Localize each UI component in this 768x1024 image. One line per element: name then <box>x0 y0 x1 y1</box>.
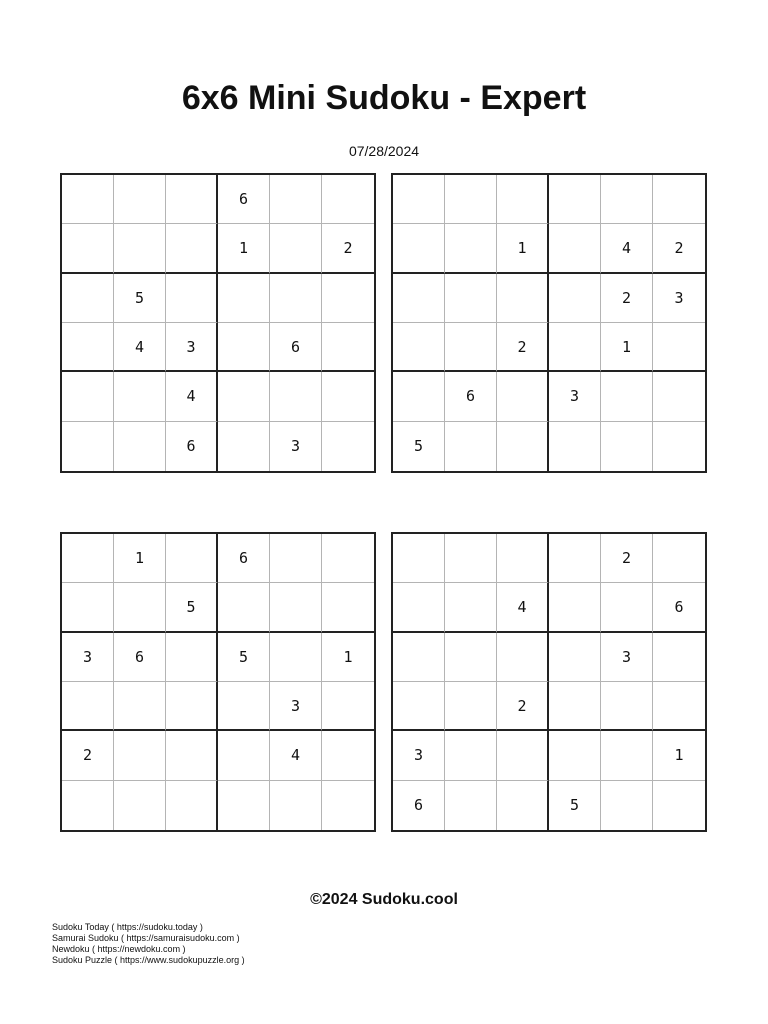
sudoku-cell[interactable] <box>62 224 114 273</box>
sudoku-cell[interactable]: 5 <box>218 633 270 682</box>
sudoku-cell[interactable] <box>270 372 322 421</box>
sudoku-cell[interactable]: 1 <box>114 534 166 583</box>
sudoku-cell[interactable] <box>445 731 497 780</box>
sudoku-cell[interactable] <box>270 224 322 273</box>
sudoku-cell[interactable] <box>549 175 601 224</box>
sudoku-cell[interactable] <box>322 323 374 372</box>
sudoku-cell[interactable] <box>393 274 445 323</box>
sudoku-cell[interactable] <box>653 323 705 372</box>
sudoku-cell[interactable]: 3 <box>166 323 218 372</box>
sudoku-cell[interactable] <box>445 323 497 372</box>
sudoku-cell[interactable] <box>322 534 374 583</box>
sudoku-cell[interactable] <box>549 583 601 632</box>
sudoku-cell[interactable]: 2 <box>601 274 653 323</box>
sudoku-cell[interactable] <box>393 175 445 224</box>
sudoku-cell[interactable] <box>270 781 322 830</box>
sudoku-cell[interactable] <box>393 633 445 682</box>
sudoku-cell[interactable] <box>445 633 497 682</box>
sudoku-cell[interactable]: 3 <box>653 274 705 323</box>
sudoku-cell[interactable] <box>393 583 445 632</box>
sudoku-cell[interactable]: 3 <box>270 422 322 471</box>
sudoku-cell[interactable] <box>322 372 374 421</box>
sudoku-cell[interactable] <box>601 731 653 780</box>
sudoku-cell[interactable]: 5 <box>393 422 445 471</box>
sudoku-cell[interactable]: 6 <box>393 781 445 830</box>
sudoku-cell[interactable] <box>601 372 653 421</box>
sudoku-cell[interactable]: 2 <box>653 224 705 273</box>
sudoku-cell[interactable] <box>549 224 601 273</box>
sudoku-cell[interactable] <box>653 175 705 224</box>
sudoku-cell[interactable] <box>114 781 166 830</box>
sudoku-cell[interactable] <box>653 781 705 830</box>
sudoku-cell[interactable] <box>62 175 114 224</box>
sudoku-cell[interactable] <box>322 682 374 731</box>
sudoku-cell[interactable] <box>322 781 374 830</box>
sudoku-cell[interactable] <box>393 372 445 421</box>
sudoku-cell[interactable] <box>393 534 445 583</box>
sudoku-cell[interactable] <box>62 534 114 583</box>
sudoku-cell[interactable] <box>270 633 322 682</box>
sudoku-cell[interactable]: 1 <box>653 731 705 780</box>
sudoku-cell[interactable] <box>497 422 549 471</box>
sudoku-cell[interactable] <box>166 224 218 273</box>
sudoku-cell[interactable] <box>601 583 653 632</box>
sudoku-cell[interactable] <box>114 422 166 471</box>
footer-link-sudoku-puzzle[interactable]: Sudoku Puzzle ( https://www.sudokupuzzle.org ) <box>52 955 245 965</box>
sudoku-cell[interactable] <box>497 274 549 323</box>
footer-link-newdoku[interactable]: Newdoku ( https://newdoku.com ) <box>52 944 186 954</box>
sudoku-cell[interactable] <box>62 323 114 372</box>
sudoku-cell[interactable] <box>114 682 166 731</box>
sudoku-cell[interactable]: 1 <box>218 224 270 273</box>
sudoku-cell[interactable]: 2 <box>601 534 653 583</box>
sudoku-cell[interactable] <box>653 534 705 583</box>
sudoku-cell[interactable]: 3 <box>601 633 653 682</box>
sudoku-cell[interactable] <box>114 175 166 224</box>
sudoku-grid-1 <box>60 173 376 473</box>
sudoku-cell[interactable] <box>166 781 218 830</box>
sudoku-cell[interactable] <box>270 534 322 583</box>
sudoku-cell[interactable]: 6 <box>166 422 218 471</box>
sudoku-cell[interactable] <box>166 274 218 323</box>
sudoku-cell[interactable] <box>166 534 218 583</box>
sudoku-cell[interactable]: 6 <box>114 633 166 682</box>
sudoku-cell[interactable] <box>218 372 270 421</box>
sudoku-cell[interactable] <box>445 781 497 830</box>
sudoku-cell[interactable] <box>270 583 322 632</box>
sudoku-cell[interactable]: 6 <box>270 323 322 372</box>
sudoku-cell[interactable] <box>445 274 497 323</box>
sudoku-cell[interactable] <box>62 682 114 731</box>
sudoku-cell[interactable] <box>322 274 374 323</box>
sudoku-cell[interactable]: 5 <box>549 781 601 830</box>
sudoku-cell[interactable] <box>393 682 445 731</box>
sudoku-cell[interactable] <box>653 372 705 421</box>
sudoku-cell[interactable] <box>62 372 114 421</box>
sudoku-cell[interactable] <box>445 682 497 731</box>
sudoku-cell[interactable]: 2 <box>497 682 549 731</box>
sudoku-cell[interactable] <box>114 731 166 780</box>
sudoku-cell[interactable] <box>62 422 114 471</box>
sudoku-cell[interactable] <box>218 682 270 731</box>
sudoku-cell[interactable] <box>601 422 653 471</box>
sudoku-cell[interactable] <box>218 731 270 780</box>
sudoku-cell[interactable] <box>549 323 601 372</box>
sudoku-cell[interactable] <box>497 731 549 780</box>
puzzle-date: 07/28/2024 <box>348 143 420 159</box>
sudoku-cell[interactable] <box>445 583 497 632</box>
sudoku-cell[interactable] <box>270 274 322 323</box>
sudoku-cell[interactable] <box>549 422 601 471</box>
sudoku-cell[interactable] <box>653 633 705 682</box>
sudoku-cell[interactable] <box>322 422 374 471</box>
sudoku-cell[interactable]: 4 <box>601 224 653 273</box>
sudoku-cell[interactable]: 6 <box>653 583 705 632</box>
sudoku-cell[interactable]: 6 <box>445 372 497 421</box>
sudoku-cell[interactable] <box>445 534 497 583</box>
sudoku-cell[interactable] <box>497 534 549 583</box>
sudoku-cell[interactable] <box>166 682 218 731</box>
sudoku-cell[interactable] <box>218 274 270 323</box>
sudoku-grid-3 <box>60 532 376 832</box>
sudoku-cell[interactable] <box>393 224 445 273</box>
sudoku-cell[interactable] <box>166 633 218 682</box>
sudoku-cell[interactable]: 4 <box>166 372 218 421</box>
footer-links <box>52 922 245 966</box>
sudoku-cell[interactable] <box>549 682 601 731</box>
sudoku-cell[interactable]: 6 <box>218 175 270 224</box>
sudoku-cell[interactable]: 1 <box>322 633 374 682</box>
sudoku-cell[interactable] <box>114 224 166 273</box>
sudoku-cell[interactable] <box>218 323 270 372</box>
sudoku-cell[interactable]: 5 <box>114 274 166 323</box>
footer-link-samurai-sudoku[interactable]: Samurai Sudoku ( https://samuraisudoku.com ) <box>52 933 240 943</box>
sudoku-cell[interactable] <box>445 224 497 273</box>
sudoku-cell[interactable]: 3 <box>549 372 601 421</box>
sudoku-cell[interactable] <box>62 583 114 632</box>
sudoku-cell[interactable] <box>114 372 166 421</box>
sudoku-cell[interactable] <box>497 372 549 421</box>
sudoku-cell[interactable] <box>549 633 601 682</box>
sudoku-cell[interactable] <box>166 731 218 780</box>
page-title: 6x6 Mini Sudoku - Expert <box>181 79 587 117</box>
sudoku-cell[interactable]: 1 <box>497 224 549 273</box>
sudoku-cell[interactable] <box>322 583 374 632</box>
sudoku-cell[interactable]: 4 <box>114 323 166 372</box>
sudoku-cell[interactable]: 5 <box>166 583 218 632</box>
sudoku-cell[interactable] <box>62 781 114 830</box>
sudoku-cell[interactable] <box>549 534 601 583</box>
sudoku-cell[interactable] <box>601 781 653 830</box>
sudoku-cell[interactable] <box>445 422 497 471</box>
sudoku-cell[interactable] <box>601 175 653 224</box>
sudoku-cell[interactable] <box>653 682 705 731</box>
sudoku-cell[interactable] <box>653 422 705 471</box>
sudoku-cell[interactable] <box>218 583 270 632</box>
sudoku-cell[interactable] <box>497 633 549 682</box>
sudoku-grid-2 <box>391 173 707 473</box>
sudoku-cell[interactable] <box>322 731 374 780</box>
sudoku-cell[interactable] <box>497 175 549 224</box>
sudoku-cell[interactable]: 2 <box>497 323 549 372</box>
sudoku-grid-4 <box>391 532 707 832</box>
sudoku-cell[interactable]: 3 <box>393 731 445 780</box>
sudoku-cell[interactable] <box>218 422 270 471</box>
sudoku-cell[interactable]: 2 <box>62 731 114 780</box>
sudoku-cell[interactable]: 3 <box>270 682 322 731</box>
sudoku-cell[interactable]: 4 <box>270 731 322 780</box>
sudoku-cell[interactable] <box>270 175 322 224</box>
sudoku-cell[interactable] <box>322 175 374 224</box>
sudoku-cell[interactable]: 2 <box>322 224 374 273</box>
sudoku-cell[interactable] <box>114 583 166 632</box>
sudoku-cell[interactable] <box>549 274 601 323</box>
sudoku-cell[interactable]: 6 <box>218 534 270 583</box>
sudoku-cell[interactable] <box>549 731 601 780</box>
sudoku-cell[interactable] <box>393 323 445 372</box>
sudoku-cell[interactable]: 4 <box>497 583 549 632</box>
sudoku-cell[interactable] <box>601 682 653 731</box>
sudoku-cell[interactable]: 1 <box>601 323 653 372</box>
sudoku-cell[interactable] <box>218 781 270 830</box>
sudoku-cell[interactable] <box>445 175 497 224</box>
sudoku-cell[interactable] <box>166 175 218 224</box>
footer-link-sudoku-today[interactable]: Sudoku Today ( https://sudoku.today ) <box>52 922 203 932</box>
sudoku-cell[interactable] <box>62 274 114 323</box>
sudoku-cell[interactable] <box>497 781 549 830</box>
sudoku-cell[interactable]: 3 <box>62 633 114 682</box>
footer-copyright: ©2024 Sudoku.cool <box>310 891 458 908</box>
